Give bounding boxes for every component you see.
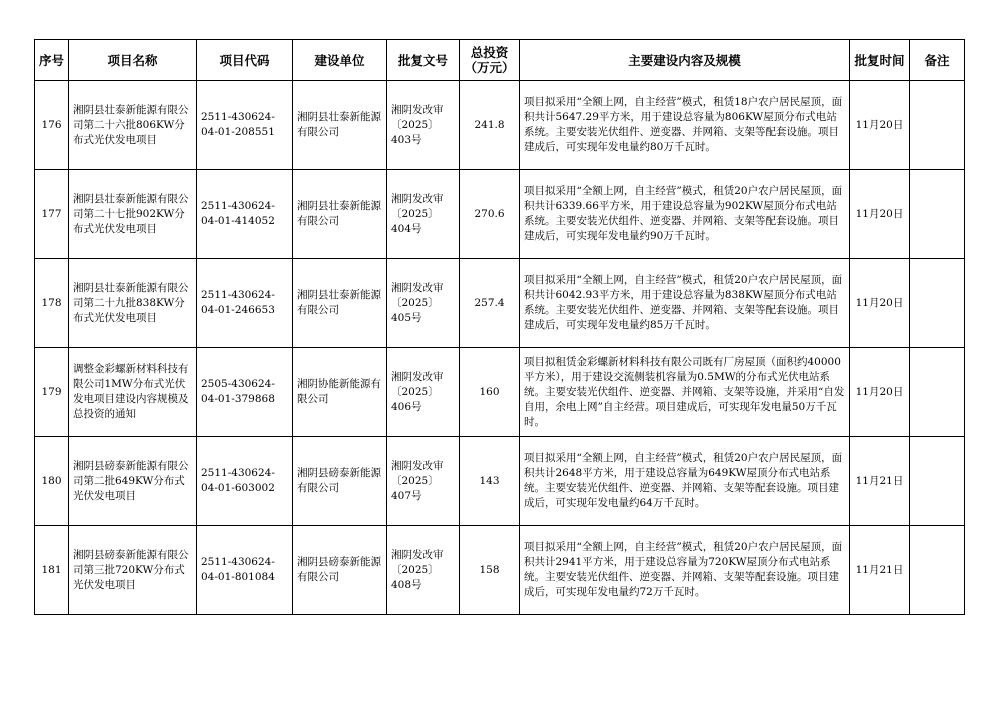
cell-name: 调整金彩螺新材料科技有限公司1MW分布式光伏发电项目建设内容规模及总投资的通知 — [69, 348, 197, 437]
header-invest-line2: （万元） — [464, 60, 515, 75]
cell-doc: 湘阴发改审〔2025〕403号 — [387, 81, 460, 170]
cell-unit: 湘阴县磅泰新能源有限公司 — [293, 526, 387, 615]
cell-note — [910, 170, 965, 259]
cell-code: 2511-430624-04-01-208551 — [197, 81, 293, 170]
cell-content: 项目拟采用“全额上网，自主经营”模式，租赁20户农户居民屋顶，面积共计2941平方米，用于建设总容量为720KW屋顶分布式电站系统。主要安装光伏组件、逆变器、并网箱、支架等配套设施。项目建成后，可实现年发电量约72万千瓦时。 — [520, 526, 850, 615]
cell-content: 项目拟采用“全额上网，自主经营”模式，租赁20户农户居民屋顶，面积共计6339.66平方米，用于建设总容量为902KW屋顶分布式电站系统。主要安装光伏组件、逆变器、并网箱、支架等配套设施。项目建成后，可实现年发电量约90万千瓦时。 — [520, 170, 850, 259]
table-row — [35, 437, 965, 526]
table-row — [35, 259, 965, 348]
header-row — [35, 40, 965, 81]
cell-doc: 湘阴发改审〔2025〕407号 — [387, 437, 460, 526]
header-content: 主要建设内容及规模 — [520, 40, 850, 81]
cell-code: 2505-430624-04-01-379868 — [197, 348, 293, 437]
cell-content: 项目拟租赁金彩螺新材料科技有限公司既有厂房屋顶（面积约40000平方米），用于建设交流侧装机容量为0.5MW的分布式光伏电站系统。主要安装光伏组件、逆变器、并网箱、支架等设施，并采用“自发自用，余电上网”自主经营。项目建成后，可实现年发电量50万千瓦时。 — [520, 348, 850, 437]
header-seq: 序号 — [35, 40, 69, 81]
cell-date: 11月20日 — [850, 259, 910, 348]
cell-seq: 178 — [35, 259, 69, 348]
header-code: 项目代码 — [197, 40, 293, 81]
project-approval-table — [34, 39, 965, 615]
cell-code: 2511-430624-04-01-246653 — [197, 259, 293, 348]
cell-seq: 177 — [35, 170, 69, 259]
cell-note — [910, 437, 965, 526]
header-date: 批复时间 — [850, 40, 910, 81]
cell-unit: 湘阴县磅泰新能源有限公司 — [293, 437, 387, 526]
cell-note — [910, 526, 965, 615]
header-doc: 批复文号 — [387, 40, 460, 81]
cell-date: 11月21日 — [850, 526, 910, 615]
cell-unit: 湘阴县壮泰新能源有限公司 — [293, 259, 387, 348]
cell-date: 11月20日 — [850, 170, 910, 259]
cell-invest: 160 — [460, 348, 520, 437]
cell-seq: 179 — [35, 348, 69, 437]
cell-unit: 湘阴县壮泰新能源有限公司 — [293, 81, 387, 170]
cell-seq: 180 — [35, 437, 69, 526]
cell-name: 湘阴县壮泰新能源有限公司第二十七批902KW分布式光伏发电项目 — [69, 170, 197, 259]
cell-name: 湘阴县磅泰新能源有限公司第二批649KW分布式光伏发电项目 — [69, 437, 197, 526]
cell-note — [910, 259, 965, 348]
cell-content: 项目拟采用“全额上网，自主经营”模式，租赁18户农户居民屋顶，面积共计5647.29平方米，用于建设总容量为806KW屋顶分布式电站系统。主要安装光伏组件、逆变器、并网箱、支架等配套设施。项目建成后，可实现年发电量约80万千瓦时。 — [520, 81, 850, 170]
cell-name: 湘阴县壮泰新能源有限公司第二十六批806KW分布式光伏发电项目 — [69, 81, 197, 170]
cell-doc: 湘阴发改审〔2025〕408号 — [387, 526, 460, 615]
table-row — [35, 526, 965, 615]
cell-code: 2511-430624-04-01-801084 — [197, 526, 293, 615]
header-note: 备注 — [910, 40, 965, 81]
cell-content: 项目拟采用“全额上网，自主经营”模式，租赁20户农户居民屋顶，面积共计6042.93平方米，用于建设总容量为838KW屋顶分布式电站系统。主要安装光伏组件、逆变器、并网箱、支架等配套设施。项目建成后，可实现年发电量约85万千瓦时。 — [520, 259, 850, 348]
cell-doc: 湘阴发改审〔2025〕406号 — [387, 348, 460, 437]
cell-invest: 143 — [460, 437, 520, 526]
cell-date: 11月20日 — [850, 81, 910, 170]
cell-content: 项目拟采用“全额上网，自主经营”模式，租赁20户农户居民屋顶，面积共计2648平方米，用于建设总容量为649KW屋顶分布式电站系统。主要安装光伏组件、逆变器、并网箱、支架等配套设施。项目建成后，可实现年发电量约64万千瓦时。 — [520, 437, 850, 526]
cell-invest: 257.4 — [460, 259, 520, 348]
cell-invest: 270.6 — [460, 170, 520, 259]
cell-unit: 湘阴县壮泰新能源有限公司 — [293, 170, 387, 259]
cell-code: 2511-430624-04-01-603002 — [197, 437, 293, 526]
cell-seq: 181 — [35, 526, 69, 615]
cell-note — [910, 348, 965, 437]
table-row — [35, 81, 965, 170]
header-invest-line1: 总投资 — [470, 45, 509, 60]
cell-date: 11月20日 — [850, 348, 910, 437]
cell-unit: 湘阴协能新能源有限公司 — [293, 348, 387, 437]
cell-code: 2511-430624-04-01-414052 — [197, 170, 293, 259]
cell-doc: 湘阴发改审〔2025〕405号 — [387, 259, 460, 348]
header-unit: 建设单位 — [293, 40, 387, 81]
cell-name: 湘阴县壮泰新能源有限公司第二十九批838KW分布式光伏发电项目 — [69, 259, 197, 348]
cell-invest: 158 — [460, 526, 520, 615]
cell-doc: 湘阴发改审〔2025〕404号 — [387, 170, 460, 259]
cell-name: 湘阴县磅泰新能源有限公司第三批720KW分布式光伏发电项目 — [69, 526, 197, 615]
header-name: 项目名称 — [69, 40, 197, 81]
cell-invest: 241.8 — [460, 81, 520, 170]
cell-date: 11月21日 — [850, 437, 910, 526]
header-invest — [460, 40, 520, 81]
cell-note — [910, 81, 965, 170]
table-row — [35, 348, 965, 437]
cell-seq: 176 — [35, 81, 69, 170]
table-row — [35, 170, 965, 259]
